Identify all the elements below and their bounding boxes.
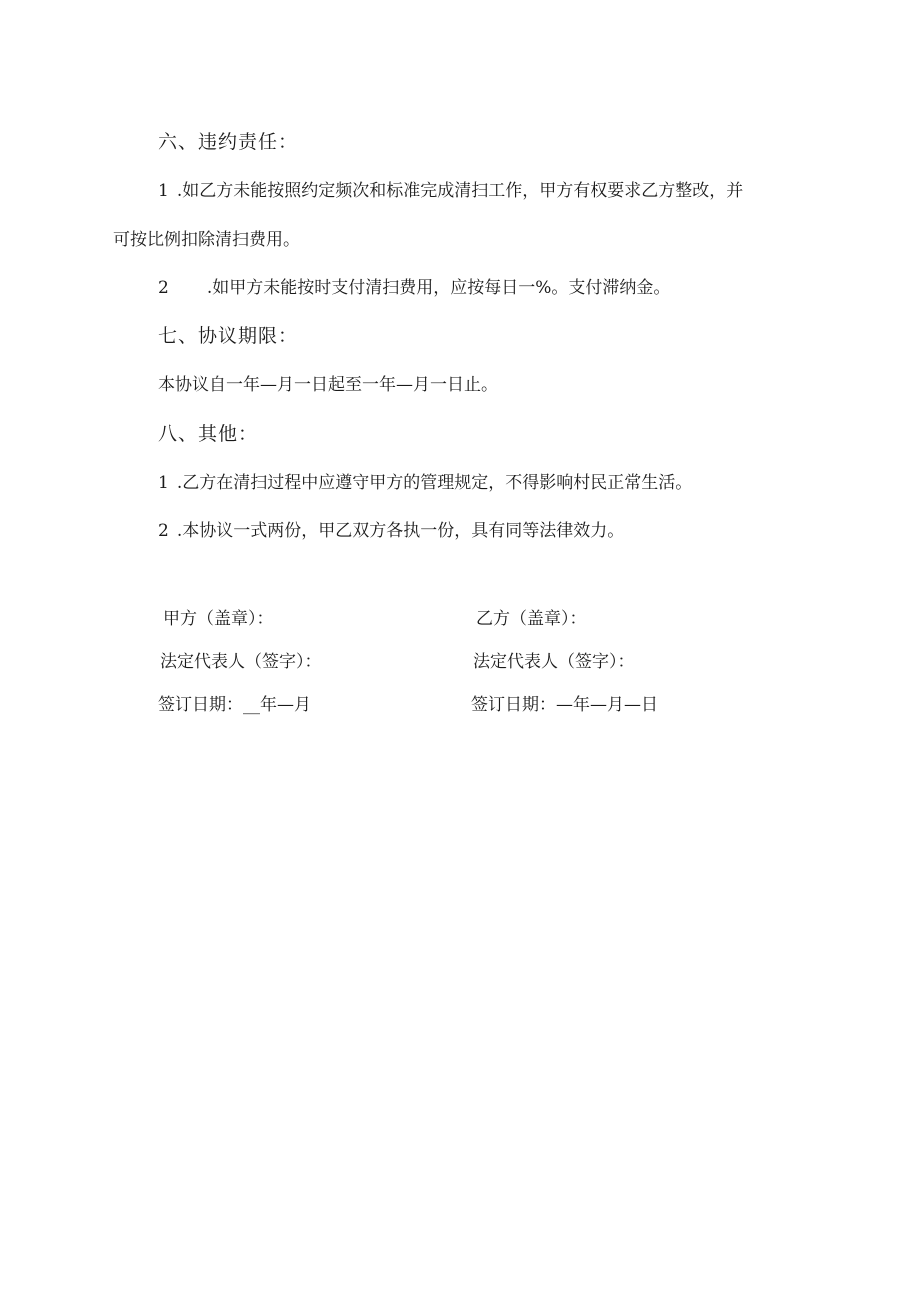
item-number: 2: [158, 278, 169, 298]
other-item-2: [158, 520, 624, 542]
party-a-date-label: 签订日期：__年—月: [158, 695, 311, 715]
item-number: 2: [158, 521, 169, 541]
breach-item-2: [158, 277, 670, 299]
other-item-1: [158, 472, 692, 494]
item-text: .本协议一式两份，甲乙双方各执一份，具有同等法律效力。: [176, 521, 625, 541]
section-heading-other: 八、其他：: [158, 423, 259, 445]
breach-item-1: [158, 180, 743, 202]
item-text: .如乙方未能按照约定频次和标准完成清扫工作，甲方有权要求乙方整改，并: [176, 181, 744, 201]
party-b-date-label: 签订日期：—年—月—日: [471, 695, 658, 715]
section-heading-term: 七、协议期限：: [158, 325, 299, 347]
item-text: .乙方在清扫过程中应遵守甲方的管理规定，不得影响村民正常生活。: [176, 473, 693, 493]
party-b-representative-label: 法定代表人（签字）：: [473, 652, 635, 672]
item-number: 1: [158, 473, 169, 493]
item-number: 1: [158, 181, 169, 201]
party-b-seal-label: 乙方（盖章）：: [476, 609, 587, 629]
item-text: .如甲方未能按时支付清扫费用，应按每日一%。支付滞纳金。: [206, 278, 671, 298]
party-a-seal-label: 甲方（盖章）：: [163, 609, 274, 629]
party-a-representative-label: 法定代表人（签字）：: [160, 652, 322, 672]
breach-item-1-continued: 可按比例扣除清扫费用。: [113, 230, 300, 250]
term-text: 本协议自一年—月一日起至一年—月一日止。: [158, 375, 498, 395]
section-heading-breach: 六、违约责任：: [158, 131, 299, 153]
